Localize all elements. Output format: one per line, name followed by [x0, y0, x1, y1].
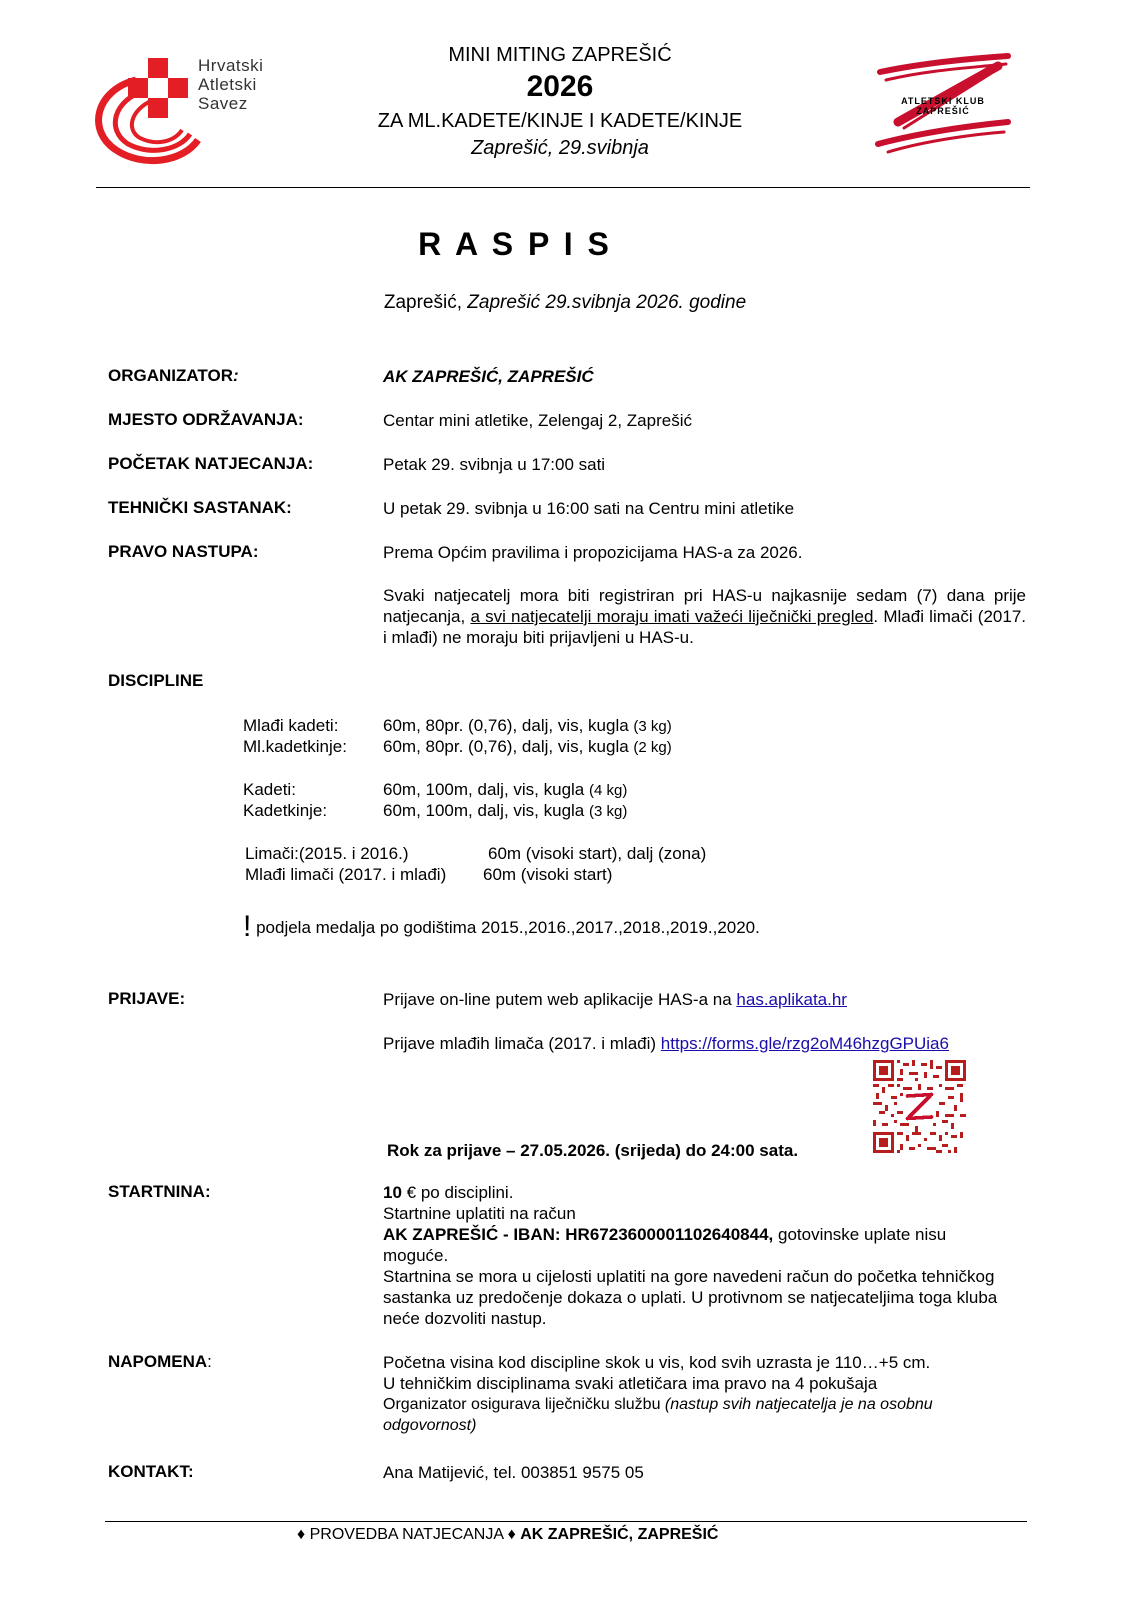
club-logo-text-1: ATLETSKI KLUB [901, 96, 985, 106]
startnina-block [383, 1182, 1008, 1329]
startnina-line-2: Startnine uplatiti na račun [383, 1204, 576, 1223]
napomena-line-3-italic: (nastup svih natjecatelja je na osobnu odgovornost) [383, 1396, 933, 1434]
mladi-limaci-events: 60m (visoki start) [483, 865, 613, 884]
prijave-line-2 [383, 1033, 949, 1054]
discipline-events-text: 60m, 100m, dalj, vis, kugla [383, 801, 589, 820]
club-logo [868, 52, 1018, 162]
footer-organizer: AK ZAPREŠIĆ, ZAPREŠIĆ [520, 1526, 719, 1543]
limaci-events: 60m (visoki start), dalj (zona) [488, 844, 707, 863]
napomena-line-1: Početna visina kod discipline skok u vis, kod svih uzrasta je 110…+5 cm. [383, 1353, 931, 1372]
napomena-line-3-text: Organizator osigurava liječničku službu [383, 1396, 665, 1413]
note-mark: ! [243, 910, 252, 943]
organizator-colon: : [232, 366, 239, 385]
header-year: 2026 [526, 70, 594, 103]
pocetak-label: POČETAK NATJECANJA: [108, 454, 314, 473]
prijave-label: PRIJAVE: [108, 989, 186, 1008]
discipline-name: Ml.kadetkinje: [243, 737, 347, 756]
discipline-weight: (3 kg) [633, 718, 672, 735]
discipline-events [383, 715, 672, 737]
prijave-deadline: Rok za prijave – 27.05.2026. (srijeda) do 24:00 sata. [387, 1141, 799, 1160]
has-logo-line-3: Savez [198, 94, 248, 113]
has-aplikata-link[interactable]: has.aplikata.hr [736, 990, 847, 1009]
discipline-events-text: 60m, 100m, dalj, vis, kugla [383, 780, 589, 799]
medal-note-text: podjela medalja po godištima 2015.,2016.,2017.,2018.,2019.,2020. [256, 918, 760, 937]
medal-note [243, 910, 760, 944]
kontakt-label: KONTAKT: [108, 1462, 194, 1481]
discipline-events [383, 736, 672, 758]
startnina-amount [383, 1182, 1008, 1203]
tehnicki-label: TEHNIČKI SASTANAK: [108, 498, 292, 517]
diamond-icon: ♦ [297, 1526, 306, 1543]
discipline-weight: (3 kg) [588, 803, 628, 820]
discipline-name: Mlađi kadeti: [243, 716, 339, 735]
footer-text: PROVEDBA NATJECANJA [305, 1526, 508, 1543]
discipline-weight: (4 kg) [588, 782, 628, 799]
napomena-line-2: U tehničkim disciplinama svaki atletičara ima pravo na 4 pokušaja [383, 1374, 878, 1393]
napomena-colon: : [207, 1352, 212, 1371]
footer [297, 1526, 718, 1544]
prijave-line-2-text: Prijave mlađih limača (2017. i mlađi) [383, 1034, 661, 1053]
startnina-iban-value: AK ZAPREŠIĆ - IBAN: HR6723600001102640844, [383, 1225, 774, 1244]
has-logo [88, 50, 283, 170]
pravo-p2-a: Svaki natjecatelj mora biti registriran pri HAS-u najkasnije sedam (7) dana prije natjecanja, [383, 586, 1026, 626]
pravo-label: PRAVO NASTUPA: [108, 542, 259, 561]
pocetak-value: Petak 29. svibnja u 17:00 sati [383, 455, 606, 474]
prijave-line-1 [383, 989, 847, 1010]
napomena-line-3 [383, 1394, 1023, 1436]
header-place-date: Zaprešić, 29.svibnja [471, 137, 649, 159]
discipline-weight: (2 kg) [633, 739, 672, 756]
discipline-events [383, 800, 627, 822]
startnina-iban-rest: gotovinske uplate nisu moguće. [383, 1225, 947, 1265]
qr-code-graphic [873, 1060, 966, 1153]
kontakt-value: Ana Matijević, tel. 003851 9575 05 [383, 1463, 644, 1482]
discipline-name: Kadetkinje: [243, 801, 328, 820]
discipline-label: DISCIPLINE [108, 671, 204, 690]
prijave-line-1-text: Prijave on-line putem web aplikacije HAS-a na [383, 990, 737, 1009]
pravo-p2-b: . Mlađi limači (2017. i mlađi) ne moraju biti prijavljeni u HAS-u. [383, 607, 1027, 647]
startnina-amount-value: 10 [383, 1183, 402, 1202]
organizator-label [108, 366, 239, 386]
footer-divider [105, 1521, 1027, 1522]
napomena-label [108, 1352, 212, 1372]
discipline-events [383, 779, 627, 801]
tehnicki-value: U petak 29. svibnja u 16:00 sati na Centru mini atletike [383, 499, 795, 518]
startnina-amount-rest: € po disciplini. [401, 1183, 514, 1202]
organizator-label-text: ORGANIZATOR [108, 366, 233, 385]
mjesto-label: MJESTO ODRŽAVANJA: [108, 410, 304, 429]
has-logo-text [198, 56, 263, 113]
napomena-label-text: NAPOMENA [108, 1352, 208, 1371]
startnina-label: STARTNINA: [108, 1182, 211, 1201]
doc-title: R A S P I S [418, 226, 612, 262]
discipline-name: Kadeti: [243, 780, 296, 799]
google-forms-link[interactable]: https://forms.gle/rzg2oM46hzgGPUia6 [660, 1034, 949, 1053]
mjesto-value: Centar mini atletike, Zelengaj 2, Zaprešić [383, 411, 692, 430]
discipline-events-text: 60m, 80pr. (0,76), dalj, vis, kugla [383, 737, 634, 756]
diamond-icon: ♦ [507, 1526, 516, 1543]
pravo-paragraph [383, 585, 1026, 648]
organizator-value: AK ZAPREŠIĆ, ZAPREŠIĆ [383, 367, 594, 386]
discipline-events-text: 60m, 80pr. (0,76), dalj, vis, kugla [383, 716, 634, 735]
header-divider [96, 187, 1030, 188]
limaci-name: Limači:(2015. i 2016.) [245, 844, 409, 863]
qr-code-icon[interactable] [873, 1060, 966, 1153]
header-title: MINI MITING ZAPREŠIĆ [448, 44, 672, 66]
header-subtitle: ZA ML.KADETE/KINJE I KADETE/KINJE [377, 110, 743, 132]
mladi-limaci-name: Mlađi limači (2017. i mlađi) [245, 865, 447, 884]
startnina-iban [383, 1224, 1008, 1266]
napomena-block [383, 1352, 1023, 1436]
has-logo-line-1: Hrvatski [198, 56, 264, 75]
doc-place-date [0, 292, 1130, 314]
doc-date: Zaprešić 29.svibnja 2026. godine [467, 292, 747, 313]
pravo-p2-underlined: a svi natjecatelji moraju imati važeći liječnički pregled [470, 607, 874, 626]
doc-place: Zaprešić, [383, 292, 468, 313]
pravo-value: Prema Općim pravilima i propozicijama HAS-a za 2026. [383, 543, 803, 562]
has-logo-line-2: Atletski [198, 75, 257, 94]
startnina-line-4: Startnina se mora u cijelosti uplatiti na gore navedeni račun do početka tehničkog sastanka uz predočenje dokaza o uplati. U protivnom se natjecateljima toga kluba neće dozvoliti nastup. [383, 1267, 998, 1328]
club-logo-text-2: ZAPREŠIĆ [916, 106, 970, 116]
